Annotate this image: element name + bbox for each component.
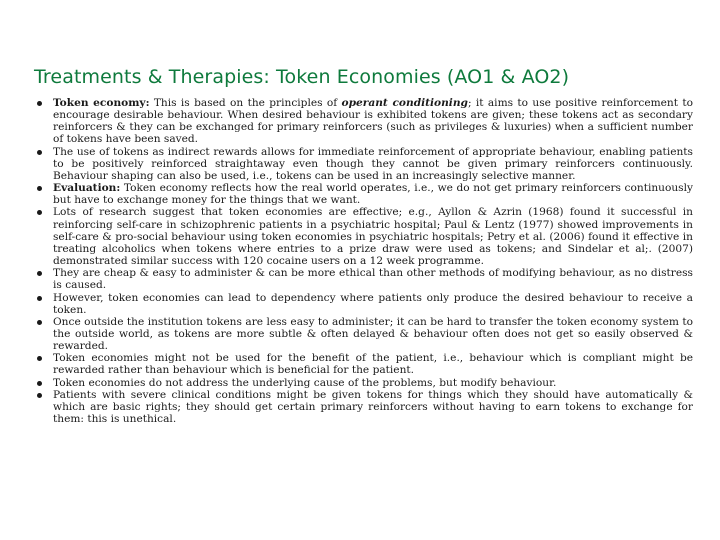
bullet-dot-icon <box>37 150 42 155</box>
bullet-emphasis: operant conditioning <box>341 97 468 109</box>
bullet-lead: Token economy: <box>53 97 150 109</box>
bullet-text: ; it aims to use positive reinforcement to encourage desirable behaviour. When desired behaviour is exhibited tokens are given; these tokens act as secondary reinforcers & they can be exchanged for primary reinforcers (such as privileges & luxuries) when a sufficient number of tokens have been saved. <box>53 97 693 146</box>
bullet-underlying-cause <box>53 377 693 389</box>
bullet-indirect-rewards <box>53 146 693 182</box>
bullet-lead: Evaluation: <box>53 182 121 195</box>
bullet-research <box>53 206 693 267</box>
bullet-text: They are cheap & easy to administer & can be more ethical than other methods of modifying behaviour, as no distress is caused. <box>53 267 693 292</box>
bullet-dot-icon <box>37 271 42 276</box>
bullet-text: The use of tokens as indirect rewards allows for immediate reinforcement of appropriate behaviour, enabling patients to be positively reinforced straightaway even though they cannot be given primary reinforcers continuously. Behaviour shaping can also be used, i.e., tokens can be used in an increasingly selective manner. <box>53 145 693 182</box>
bullet-token-economy <box>53 97 693 146</box>
bullet-text: Lots of research suggest that token economies are effective; e.g., Ayllon & Azrin (1968) found it successful in reinforcing self-care in schizophrenic patients in a psychiatric hospital; Paul & Lentz (1977) showed improvements in self-care & pro-social behaviour using token economies in psychiatric hospitals; Petry et al. (2006) found it effective in treating alcoholics when tokens where entries to a prize draw were used as tokens; and Sindelar et al;. (2007) demonstrated similar success with 120 cocaine users on a 12 week programme. <box>53 206 693 268</box>
bullet-dot-icon <box>37 356 42 361</box>
bullet-dot-icon <box>37 210 42 215</box>
bullet-dependency <box>53 292 693 316</box>
bullet-cheap-easy <box>53 267 693 291</box>
bullet-dot-icon <box>37 296 42 301</box>
bullet-dot-icon <box>37 381 42 386</box>
bullet-text: This is based on the principles of <box>149 97 342 109</box>
bullet-evaluation <box>53 182 693 206</box>
bullet-dot-icon <box>37 101 42 106</box>
bullet-list <box>53 97 693 425</box>
bullet-text: Once outside the institution tokens are less easy to administer; it can be hard to transfer the token economy system to the outside world, as tokens are more subtle & often delayed & behaviour often does not get so easily observed & rewarded. <box>53 315 693 353</box>
bullet-text: However, token economies can lead to dependency where patients only produce the desired behaviour to receive a token. <box>53 291 693 316</box>
bullet-text: Patients with severe clinical conditions might be given tokens for things which they should have automatically & which are basic rights; they should get certain primary reinforcers without having to earn tokens to exchange for them: this is unethical. <box>53 388 693 426</box>
bullet-outside-institution <box>53 316 693 352</box>
bullet-patient-benefit <box>53 352 693 376</box>
bullet-unethical <box>53 389 693 425</box>
bullet-text: Token economies might not be used for the benefit of the patient, i.e., behaviour which is compliant might be rewarded rather than behaviour which is beneficial for the patient. <box>53 352 693 377</box>
bullet-dot-icon <box>37 186 42 191</box>
bullet-text: Token economy reflects how the real world operates, i.e., we do not get primary reinforcers continuously but have to exchange money for the things that we want. <box>53 182 693 207</box>
bullet-text: Token economies do not address the underlying cause of the problems, but modify behaviour. <box>53 376 557 389</box>
slide-title: Treatments & Therapies: Token Economies (AO1 & AO2) <box>34 66 570 88</box>
bullet-dot-icon <box>37 320 42 325</box>
bullet-dot-icon <box>37 393 42 398</box>
